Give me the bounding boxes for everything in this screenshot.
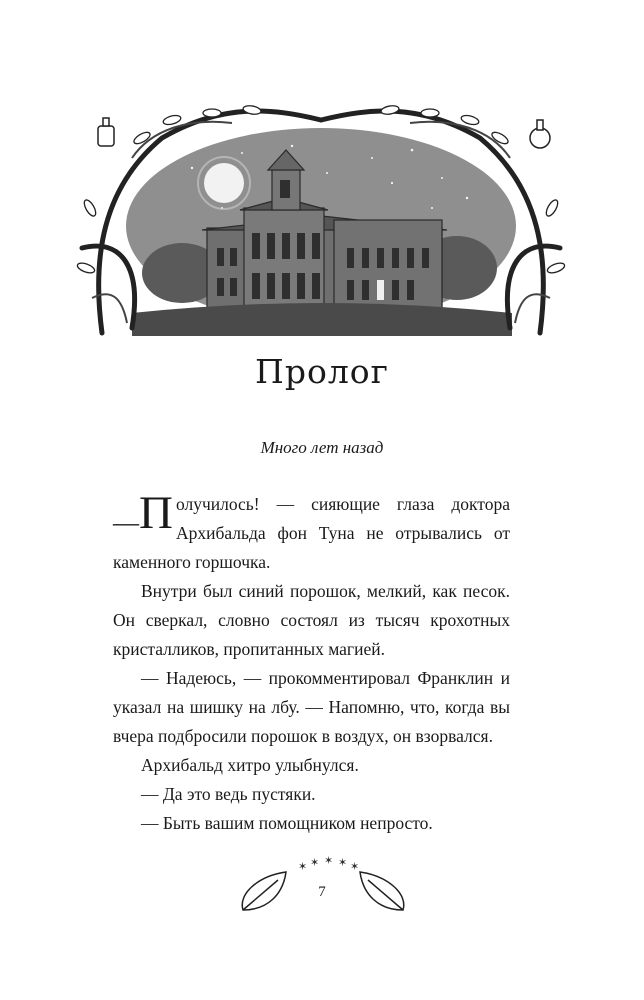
star-icon: [298, 854, 359, 873]
paragraph-text: олучилось! — сияющие глаза доктора Архибальда фон Туна не отрывались от каменного горшочка.: [113, 494, 510, 572]
paragraph: Внутри был синий порошок, мелкий, как песок. Он сверкал, словно состоял из тысяч крохотных кристалликов, пропитанных магией.: [113, 581, 510, 659]
paragraph: — Надеюсь, — прокомментировал Франклин и указал на шишку на лбу. — Напомню, что, когда вы вчера подбросили порошок в воздух, он взорвался.: [113, 668, 510, 746]
svg-text:✶: ✶: [310, 856, 320, 869]
svg-text:✶: ✶: [298, 860, 308, 873]
page-number: 7: [318, 884, 326, 900]
drop-cap-dash: —: [113, 508, 139, 537]
body-text: [113, 487, 510, 838]
svg-text:✶: ✶: [338, 856, 348, 869]
drop-cap: [113, 487, 173, 539]
chapter-illustration: [72, 98, 570, 336]
svg-text:✶: ✶: [350, 860, 360, 873]
chapter-title: Пролог: [255, 352, 389, 391]
paragraph: — Да это ведь пустяки.: [141, 784, 316, 804]
paragraph: [113, 487, 510, 577]
chapter-epigraph: Много лет назад: [260, 438, 384, 457]
paragraph: — Быть вашим помощником непросто.: [141, 813, 433, 833]
drop-cap-letter: П: [139, 487, 173, 539]
paragraph: Архибальд хитро улыбнулся.: [141, 755, 359, 775]
svg-text:✶: ✶: [324, 854, 334, 867]
